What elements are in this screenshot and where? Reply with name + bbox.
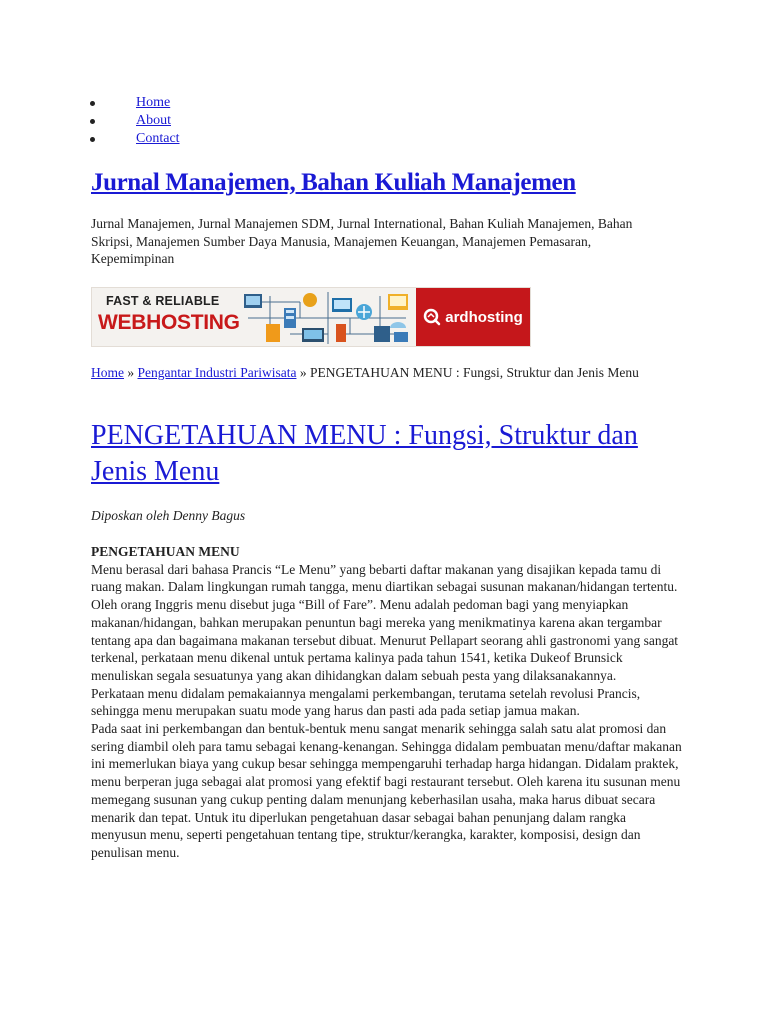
banner-tagline: FAST & RELIABLE [106, 294, 220, 308]
post-section-heading: PENGETAHUAN MENU [91, 544, 240, 559]
site-title-link[interactable]: Jurnal Manajemen, Bahan Kuliah Manajemen [91, 169, 576, 196]
post-title [91, 418, 691, 490]
breadcrumb-category[interactable]: Pengantar Industri Pariwisata [137, 365, 297, 380]
post-paragraph: Perkataan menu didalam pemakaiannya mengalami perkembangan, terutama setelah revolusi Prancis, sehingga menu merupakan suatu mode yang harus dan pasti ada pada setiap jamua makan. [91, 685, 641, 719]
site-description: Jurnal Manajemen, Jurnal Manajemen SDM, Jurnal International, Bahan Kuliah Manajemen, Bahan Skripsi, Manajemen Sumber Daya Manusia, Manajemen Keuangan, Manajemen Pemasaran, Kepemimpinan [91, 216, 633, 266]
ardhosting-logo [416, 288, 530, 346]
top-nav [110, 94, 180, 148]
banner-headline: WEBHOSTING [98, 311, 240, 334]
nav-link-about[interactable]: About [136, 113, 171, 128]
nav-item-about [110, 112, 180, 130]
banner-left-text [98, 294, 240, 335]
post-body [91, 543, 683, 862]
ardhosting-logo-icon [423, 308, 441, 326]
post-title-link[interactable]: PENGETAHUAN MENU : Fungsi, Struktur dan Jenis Menu [91, 420, 638, 487]
post-paragraph: Pada saat ini perkembangan dan bentuk-bentuk menu sangat menarik sehingga salah satu alat promosi dan sering diambil oleh para tamu sebagai kenang-kenangan. Sehingga didalam pembuatan menu/daftar makanan ini memerlukan biaya yang cukup besar sehingga mempengaruhi terhadap harga hidangan. Didalam praktek, menu berperan juga sebagai alat promosi yang efektif bagi restaurant tersebut. Oleh karena itu susunan menu memegang susunan yang cukup penting dalam menunjang keberhasilan usaha, maka harus dibuat secara menarik dan tepat. Untuk itu diperlukan pengetahuan dasar sebagai bahan penunjang dalam rangka menyusun menu, seperti pengetahuan tentang tipe, struktur/kerangka, karakter, komposisi, design dan penulisan menu. [91, 721, 682, 860]
nav-item-home [110, 94, 180, 112]
site-title [91, 166, 576, 200]
banner-brand: ardhosting [445, 308, 523, 326]
post-author: Diposkan oleh Denny Bagus [91, 508, 246, 523]
breadcrumb-separator: » [124, 365, 138, 380]
breadcrumb-current: PENGETAHUAN MENU : Fungsi, Struktur dan Jenis Menu [309, 365, 639, 380]
nav-link-contact[interactable]: Contact [136, 131, 180, 146]
post-paragraph: Menu berasal dari bahasa Prancis “Le Menu” yang bebarti daftar makanan yang disajikan kepada tamu di ruang makan. Dalam lingkungan rumah tangga, menu diartikan sebagai susunan makanan/hidangan tertentu. Oleh orang Inggris menu disebut juga “Bill of Fare”. Menu adalah pedoman bagi yang menyiapkan makanan/hidangan, bahkan merupakan penuntun bagi mereka yang menikmatinya karena akan tergambar tentang apa dan bagaimana makanan tersebut dibuat. Menurut Pellapart seorang ahli gastronomi yang sangat terkenal, perkataan menu dikenal untuk pertama kalinya pada tahun 1541, ketika Dukeof Brunsick menuliskan segala sesuatunya yang akan dihidangkan dalam sebuah pesta yang dilaksanakannya. [91, 561, 679, 683]
breadcrumb [91, 364, 681, 382]
nav-item-contact [110, 130, 180, 148]
webhosting-banner-ad[interactable] [91, 287, 531, 347]
breadcrumb-home[interactable]: Home [91, 365, 124, 380]
nav-link-home[interactable]: Home [136, 95, 171, 110]
network-illustration-icon [240, 288, 414, 347]
breadcrumb-separator: » [296, 365, 310, 380]
